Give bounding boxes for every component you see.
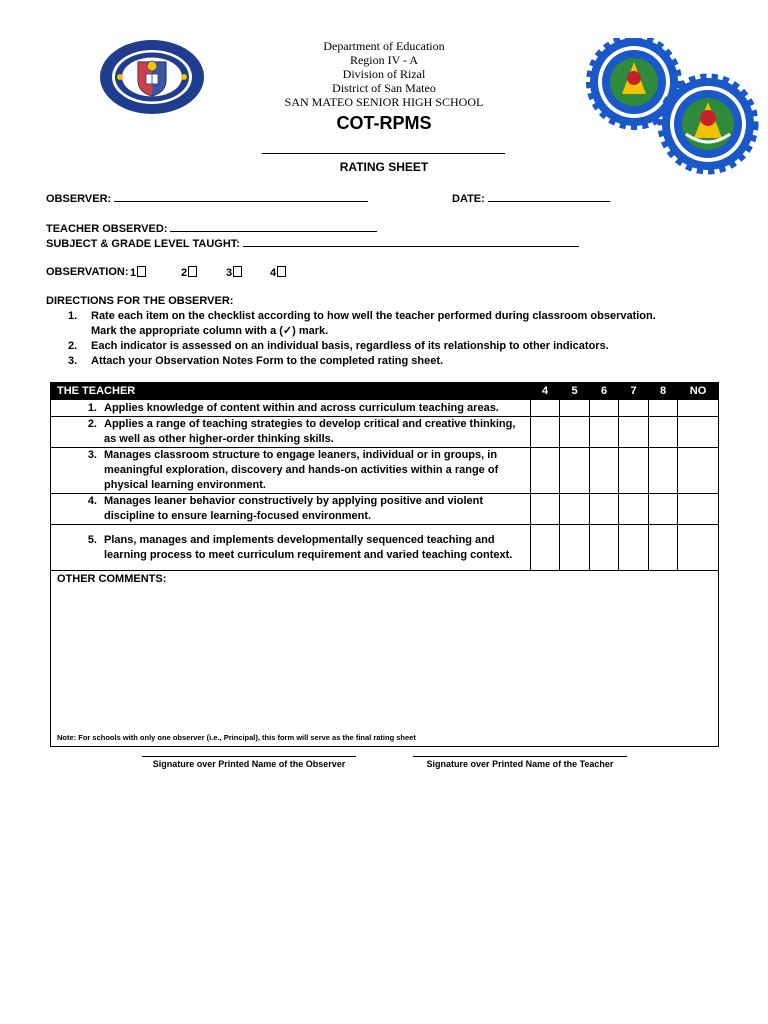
title-underline	[262, 153, 505, 154]
teacher-signature-label: Signature over Printed Name of the Teacher	[426, 759, 614, 769]
rating-cell[interactable]	[619, 400, 649, 417]
rating-cell[interactable]	[619, 448, 649, 494]
school-badge-front-icon	[662, 78, 754, 170]
rating-cell[interactable]	[560, 448, 590, 494]
other-comments-row	[51, 571, 719, 747]
indicator-cell	[51, 417, 531, 448]
observation-label: OBSERVATION:	[46, 266, 129, 278]
header-department: Department of Education	[323, 39, 445, 53]
table-row	[51, 400, 719, 417]
page-title: COT-RPMS	[336, 113, 432, 133]
observation-option-2[interactable]	[181, 266, 197, 279]
indicator-number: 4.	[87, 495, 97, 507]
observer-signature-line[interactable]	[142, 756, 356, 757]
subject-grade-label: SUBJECT & GRADE LEVEL TAUGHT:	[46, 238, 240, 250]
table-header-row	[51, 383, 719, 400]
subject-grade-field[interactable]	[46, 237, 579, 250]
observation-option-3-label: 3	[226, 267, 233, 279]
header-division: Division of Rizal	[342, 67, 426, 81]
observation-option-3[interactable]	[226, 266, 242, 279]
indicator-text: Applies a range of teaching strategies to develop critical and creative thinking, as well as other higher-order thinking skills.	[104, 418, 516, 445]
column-header-no: NO	[678, 383, 719, 400]
observer-field[interactable]	[46, 192, 368, 205]
other-comments-box[interactable]	[51, 571, 719, 747]
checkbox-2[interactable]	[188, 266, 197, 277]
rating-cell[interactable]	[649, 494, 678, 525]
indicator-number: 5.	[87, 533, 97, 546]
direction-3-text: Attach your Observation Notes Form to the completed rating sheet.	[91, 355, 444, 367]
final-sheet-note: Note: For schools with only one observer (i.e., Principal), this form will serve as the final rating sheet	[57, 733, 416, 742]
table-row	[51, 494, 719, 525]
direction-2-num: 2.	[68, 340, 78, 352]
date-field[interactable]	[452, 192, 610, 205]
rating-cell[interactable]	[590, 417, 619, 448]
date-label: DATE:	[452, 193, 485, 205]
indicator-text: Applies knowledge of content within and across curriculum teaching areas.	[104, 401, 499, 414]
rating-cell[interactable]	[649, 448, 678, 494]
column-header-4: 4	[531, 383, 560, 400]
observer-signature-label: Signature over Printed Name of the Observer	[152, 759, 346, 769]
header-district: District of San Mateo	[332, 81, 436, 95]
rating-cell[interactable]	[531, 525, 560, 571]
table-row	[51, 417, 719, 448]
observer-label: OBSERVER:	[46, 193, 112, 205]
rating-cell[interactable]	[560, 417, 590, 448]
date-line[interactable]	[488, 192, 610, 202]
rating-cell[interactable]	[560, 494, 590, 525]
rating-cell[interactable]	[619, 494, 649, 525]
rating-cell[interactable]	[678, 417, 719, 448]
rating-sheet-subtitle: RATING SHEET	[339, 160, 429, 174]
indicator-text: Manages classroom structure to engage leaners, individual or in groups, in meaningful exploration, discovery and hands-on activities within a range of physical learning environment.	[104, 449, 499, 491]
observer-line[interactable]	[114, 192, 368, 202]
subject-grade-line[interactable]	[243, 237, 579, 247]
table-row	[51, 448, 719, 494]
rating-cell[interactable]	[531, 448, 560, 494]
indicator-text: Plans, manages and implements developmentally sequenced teaching and learning process to meet curriculum requirement and varied teaching context.	[104, 533, 513, 561]
indicator-cell	[51, 525, 531, 571]
teacher-observed-field[interactable]	[46, 222, 377, 235]
rating-cell[interactable]	[590, 494, 619, 525]
rating-table	[50, 382, 719, 747]
direction-2-text: Each indicator is assessed on an individual basis, regardless of its relationship to other indicators.	[91, 340, 609, 352]
indicator-cell	[51, 494, 531, 525]
rating-cell[interactable]	[590, 400, 619, 417]
rating-cell[interactable]	[678, 525, 719, 571]
rating-cell[interactable]	[649, 400, 678, 417]
rating-cell[interactable]	[590, 448, 619, 494]
observation-option-4[interactable]	[270, 266, 286, 279]
direction-1-text: Rate each item on the checklist according to how well the teacher performed during classroom observation.	[91, 310, 656, 322]
rating-cell[interactable]	[619, 417, 649, 448]
teacher-observed-label: TEACHER OBSERVED:	[46, 223, 168, 235]
column-header-5: 5	[560, 383, 590, 400]
rating-cell[interactable]	[678, 400, 719, 417]
indicator-number: 3.	[87, 449, 97, 461]
rating-cell[interactable]	[619, 525, 649, 571]
direction-1-num: 1.	[68, 310, 78, 322]
indicator-cell	[51, 448, 531, 494]
indicator-cell	[51, 400, 531, 417]
rating-cell[interactable]	[531, 494, 560, 525]
rating-cell[interactable]	[560, 525, 590, 571]
observation-option-4-label: 4	[270, 267, 277, 279]
directions-heading: DIRECTIONS FOR THE OBSERVER:	[46, 295, 234, 307]
column-header-6: 6	[590, 383, 619, 400]
indicator-text: Manages leaner behavior constructively by applying positive and violent discipline to ensure learning-focused environment.	[104, 495, 483, 522]
rating-cell[interactable]	[649, 417, 678, 448]
column-header-7: 7	[619, 383, 649, 400]
indicator-number: 1.	[87, 401, 97, 414]
header-school: SAN MATEO SENIOR HIGH SCHOOL	[284, 95, 484, 109]
rating-cell[interactable]	[590, 525, 619, 571]
rating-cell[interactable]	[531, 417, 560, 448]
checkbox-1[interactable]	[137, 266, 146, 277]
rating-cell[interactable]	[678, 448, 719, 494]
rating-cell[interactable]	[678, 494, 719, 525]
teacher-observed-line[interactable]	[170, 222, 377, 232]
checkbox-3[interactable]	[233, 266, 242, 277]
the-teacher-header: THE TEACHER	[51, 383, 531, 400]
rating-cell[interactable]	[649, 525, 678, 571]
school-logos	[586, 38, 764, 180]
teacher-signature-line[interactable]	[413, 756, 627, 757]
rating-cell[interactable]	[560, 400, 590, 417]
direction-1-cont: Mark the appropriate column with a (✓) mark.	[91, 325, 329, 337]
header-region: Region IV - A	[349, 53, 419, 67]
observation-option-1-label: 1	[130, 267, 137, 279]
other-comments-label: OTHER COMMENTS:	[57, 573, 167, 585]
indicator-number: 2.	[87, 418, 97, 430]
rating-cell[interactable]	[531, 400, 560, 417]
column-header-8: 8	[649, 383, 678, 400]
observation-option-1[interactable]	[130, 266, 146, 279]
table-row	[51, 525, 719, 571]
direction-3-num: 3.	[68, 355, 78, 367]
observation-option-2-label: 2	[181, 267, 188, 279]
checkbox-4[interactable]	[277, 266, 286, 277]
